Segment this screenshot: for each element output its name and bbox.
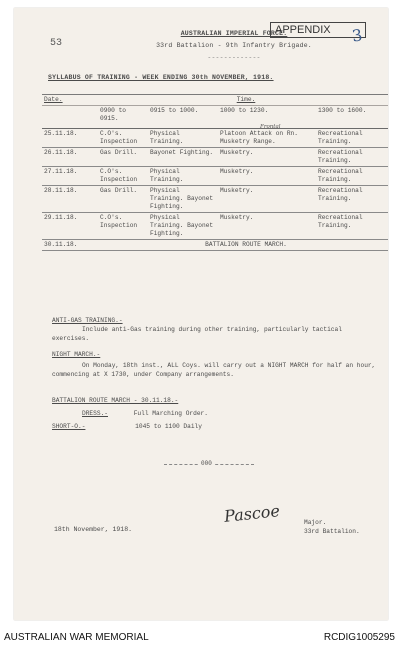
row-slot-3 <box>218 124 316 148</box>
row-date: 28.11.18. <box>42 186 98 213</box>
table-row <box>42 213 388 240</box>
signer-rank: Major. <box>304 519 327 526</box>
slot-header: 1000 to 1230. <box>218 106 316 129</box>
training-syllabus-table <box>42 94 388 251</box>
slot-header: 0915 to 1000. <box>148 106 218 129</box>
header-rule: ------------- <box>207 54 261 61</box>
divider-mark: 000 <box>201 460 212 467</box>
row-slot-3-text: Platoon Attack on Rn. Musketry Range. <box>220 130 298 145</box>
night-march-text: On Monday, 18th inst., ALL Coys. will carry out a NIGHT MARCH for half an hour, commencing at X 1730, under Company arrangements. <box>52 362 376 378</box>
row-date: 26.11.18. <box>42 148 98 167</box>
table-row <box>42 167 388 186</box>
stand-to-line <box>52 422 202 431</box>
row-slot-3: Musketry. <box>218 213 316 240</box>
row-date: 29.11.18. <box>42 213 98 240</box>
section-divider <box>164 460 254 467</box>
document-title: SYLLABUS OF TRAINING - WEEK ENDING 30th NOVEMBER, 1918. <box>48 74 274 81</box>
dress-value: Full Marching Order. <box>133 410 208 417</box>
handwritten-insert: Frontal <box>260 124 281 130</box>
row-date: 25.11.18. <box>42 129 98 148</box>
signature: Pascoe <box>223 501 281 526</box>
row-slot-1: C.O's. Inspection <box>98 213 148 240</box>
appendix-number: 3 <box>350 25 364 46</box>
table-row <box>42 129 388 148</box>
row-slot-2: Physical Training. <box>148 167 218 186</box>
row-slot-2: Physical Training. Bayonet Fighting. <box>148 213 218 240</box>
dress-line <box>82 409 208 418</box>
page-number: 53 <box>50 38 63 49</box>
row-slot-2: Physical Training. <box>148 129 218 148</box>
night-march-heading: NIGHT MARCH.- <box>52 351 101 358</box>
signer-block <box>304 518 360 536</box>
col-date-header: Date. <box>42 95 98 106</box>
document-date: 18th November, 1918. <box>54 526 133 533</box>
table-row <box>42 186 388 213</box>
route-march-cell: BATTALION ROUTE MARCH. <box>98 240 388 251</box>
row-slot-3: Musketry. <box>218 186 316 213</box>
stand-to-label: SHORT-O.- <box>52 423 86 430</box>
dress-label: DRESS.- <box>82 410 108 417</box>
row-slot-2: Bayonet Fighting. <box>148 148 218 167</box>
slot-header: 0900 to 0915. <box>98 106 148 129</box>
row-slot-1: Gas Drill. <box>98 186 148 213</box>
anti-gas-heading: ANTI-GAS TRAINING.- <box>52 317 123 324</box>
document-page <box>14 8 388 620</box>
row-date: 27.11.18. <box>42 167 98 186</box>
stand-to-value: 1045 to 1100 Daily <box>135 423 202 430</box>
row-slot-3: Musketry. <box>218 148 316 167</box>
anti-gas-text: Include anti-Gas training during other training, particularly tactical exercises. <box>52 326 342 342</box>
header-line-2: 33rd Battalion - 9th Infantry Brigade. <box>156 42 312 49</box>
header-line-1: AUSTRALIAN IMPERIAL FORCE. <box>180 30 288 37</box>
route-march-heading: BATTALION ROUTE MARCH - 30.11.18.- <box>52 397 179 404</box>
table-row <box>42 240 388 251</box>
row-slot-4: Recreational Training. <box>316 186 388 213</box>
row-slot-3: Musketry. <box>218 167 316 186</box>
row-slot-1: C.O's. Inspection <box>98 167 148 186</box>
row-slot-4: Recreational Training. <box>316 148 388 167</box>
row-slot-2: Physical Training. Bayonet Fighting. <box>148 186 218 213</box>
table-slot-row <box>42 106 388 129</box>
row-slot-4: Recreational Training. <box>316 129 388 148</box>
row-slot-1: C.O's. Inspection <box>98 129 148 148</box>
col-time-header: Time. <box>98 95 388 106</box>
row-slot-4: Recreational Training. <box>316 167 388 186</box>
row-date: 30.11.18. <box>42 240 98 251</box>
row-slot-1: Gas Drill. <box>98 148 148 167</box>
row-slot-4: Recreational Training. <box>316 213 388 240</box>
appendix-label: APPENDIX <box>275 24 331 36</box>
table-row <box>42 148 388 167</box>
footer-institution: AUSTRALIAN WAR MEMORIAL <box>4 632 149 643</box>
footer-record-id: RCDIG1005295 <box>323 632 395 643</box>
table-header-row <box>42 95 388 106</box>
signer-unit: 33rd Battalion. <box>304 528 360 535</box>
slot-header: 1300 to 1600. <box>316 106 388 129</box>
